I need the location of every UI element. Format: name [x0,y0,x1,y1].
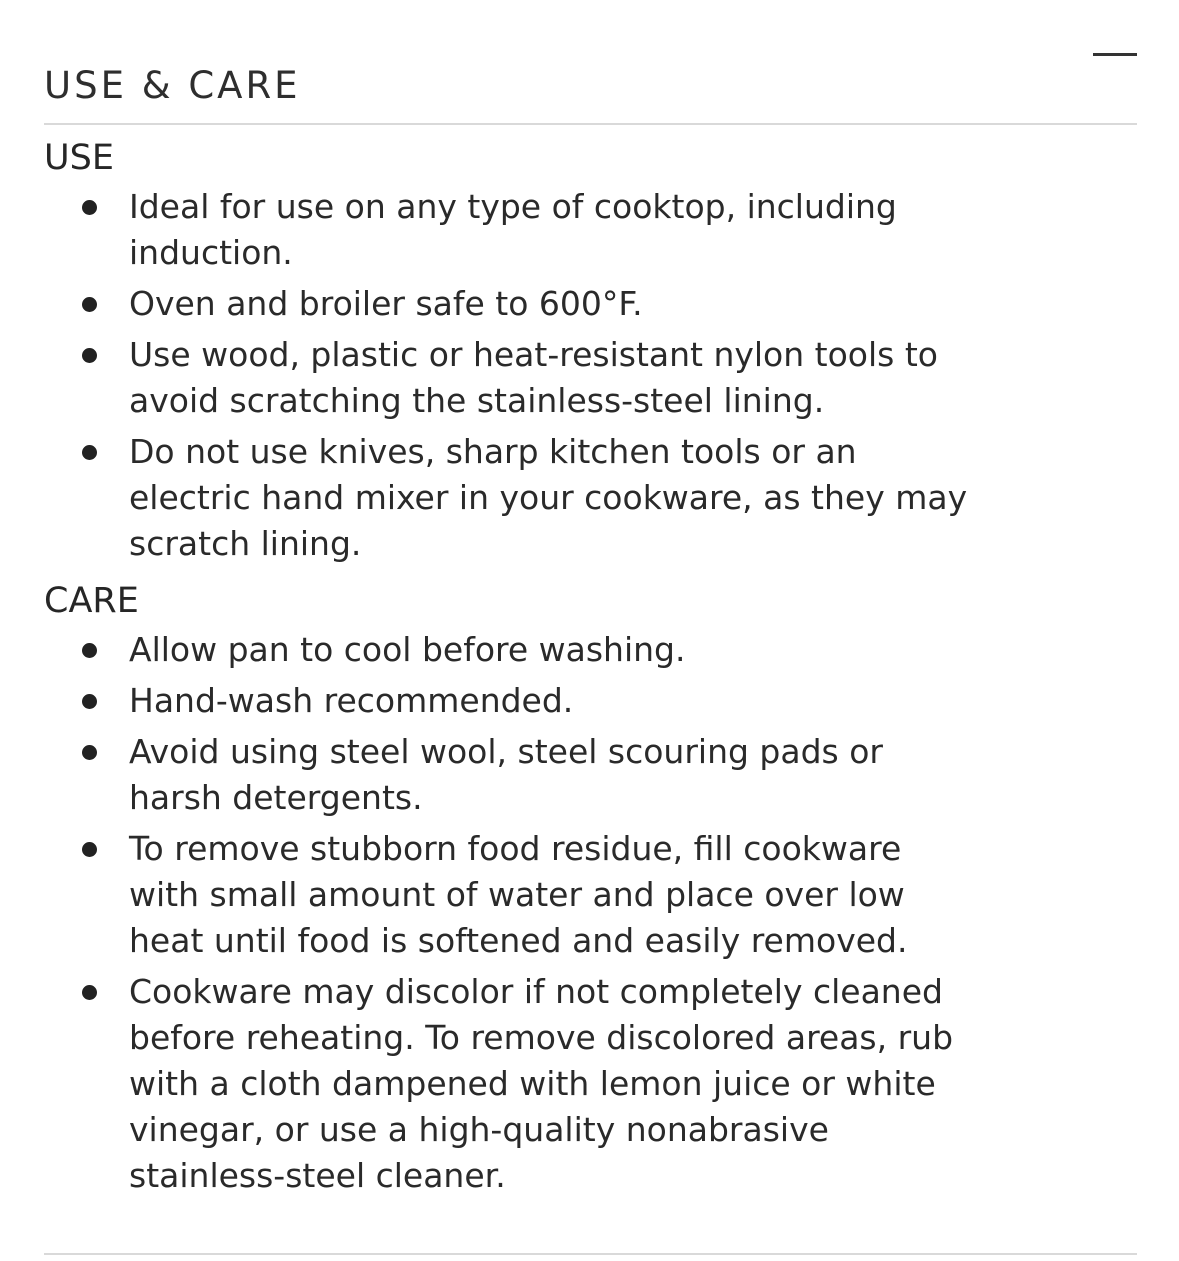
bullet-icon [82,745,97,760]
bullet-icon [82,297,97,312]
list-item [44,332,1137,424]
list-item-text: Hand-wash recommended. [129,681,574,720]
section-heading-use: USE [44,138,114,178]
list-item [44,678,1137,724]
bullet-icon [82,985,97,1000]
accordion-content [44,136,1137,1204]
list-item [44,184,1137,276]
use-and-care-accordion [44,0,1137,1261]
use-list [44,184,1137,567]
list-item [44,729,1137,821]
care-list [44,627,1137,1199]
bullet-icon [82,348,97,363]
accordion-header[interactable] [44,0,1137,124]
divider [44,1253,1137,1255]
list-item-text: Do not use knives, sharp kitchen tools or an electric hand mixer in your cookware, as they may scratch lining. [129,432,968,563]
list-item-text: Use wood, plastic or heat-resistant nylon tools to avoid scratching the stainless-steel lining. [129,335,938,420]
bullet-icon [82,643,97,658]
list-item-text: Avoid using steel wool, steel scouring pads or harsh detergents. [129,732,883,817]
list-item [44,969,1137,1199]
section-heading-care: CARE [44,581,139,621]
list-item-text: Ideal for use on any type of cooktop, including induction. [129,187,897,272]
bullet-icon [82,842,97,857]
list-item [44,429,1137,567]
bullet-icon [82,694,97,709]
list-item [44,627,1137,673]
list-item-text: To remove stubborn food residue, fill cookware with small amount of water and place over low heat until food is softened and easily removed. [129,829,908,960]
bullet-icon [82,200,97,215]
bullet-icon [82,445,97,460]
divider [44,123,1137,125]
list-item [44,281,1137,327]
list-item-text: Allow pan to cool before washing. [129,630,686,669]
list-item-text: Cookware may discolor if not completely cleaned before reheating. To remove discolored areas, rub with a cloth dampened with lemon juice or white vinegar, or use a high-quality nonabrasive stainless-steel cleaner. [129,972,954,1195]
accordion-title: USE & CARE [44,63,301,107]
list-item-text: Oven and broiler safe to 600°F. [129,284,643,323]
list-item [44,826,1137,964]
minus-icon[interactable] [1093,53,1137,56]
